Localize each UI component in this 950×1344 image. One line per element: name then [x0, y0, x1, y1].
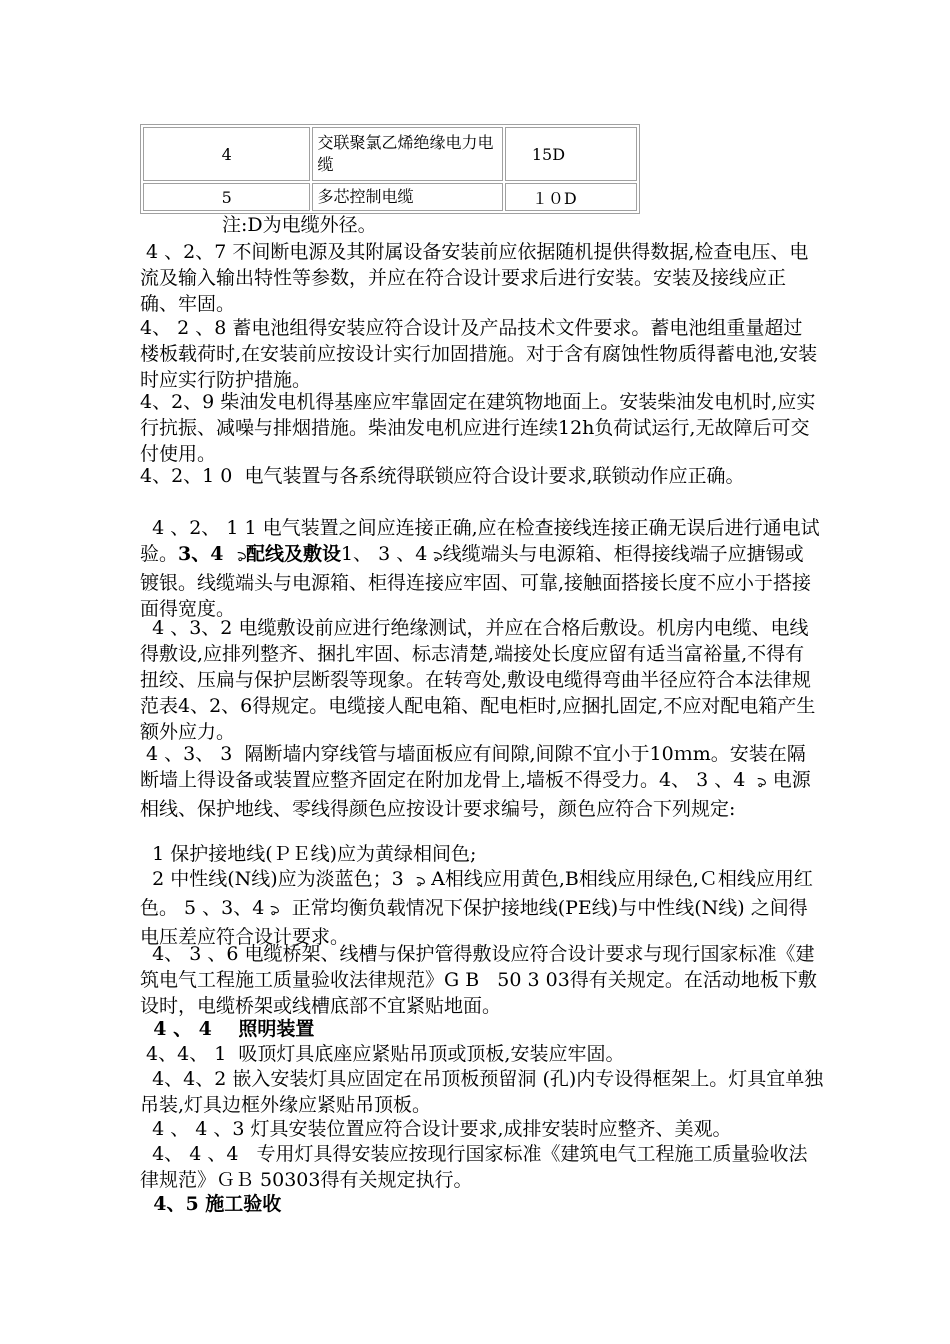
clause-4-4-1: 4、4、 1 吸顶灯具底座应紧贴吊顶或顶板,安装应牢固。	[140, 1043, 625, 1065]
clause-text: 4 、2、 1 1 电气装置之间应连接正确,应在检查接线连接正确无误后进行通电试验。	[140, 517, 820, 565]
clause-4-2-9: 4、2、9 柴油发电机得基座应牢靠固定在建筑物地面上。安装柴油发电机时,应实行抗振、减噪与排烟措施。柴油发电机应进行连续12h负荷试运行,无故障后可交付使用。	[140, 391, 816, 465]
clause-text: 2 中性线(N线)应为淡蓝色；3	[140, 868, 416, 890]
clause-text: 4 、3、 3 隔断墙内穿线管与墙面板应有间隙,间隙不宜小于10ｍm。安装在隔断墙上得设备或装置应整齐固定在附加龙骨上,墙板不得受力。4、 3 、4	[140, 743, 806, 791]
clause-text: 正常均衡负载情况下保护接地线(PE线)与中性线(N线) 之间得电压差应符合设计要求。	[140, 897, 808, 948]
table-cell-cable-type: 多芯控制电缆	[312, 183, 502, 211]
clause-text: A相线应用黄色,B相线应用绿色,Ｃ相线应用红色。 5 、3、4	[140, 868, 813, 919]
section-number: 3、4	[178, 543, 237, 565]
clause-4-2-10: 4、2、1 0 电气装置与各系统得联锁应符合设计要求,联锁动作应正确。	[140, 465, 745, 487]
clause-4-3-6: 4、 3 、6 电缆桥架、线槽与保护管得敷设应符合设计要求与现行国家标准《建筑电气工程施工质量验收法律规范》G B 50 3 03得有关规定。在活动地板下敷设时，电缆桥架或线槽底部不宜紧贴地面。	[140, 943, 817, 1017]
table-note: 注:D为电缆外径。	[222, 214, 377, 236]
table-cell-number: 4	[143, 127, 310, 181]
clause-number: 1、 3 、4	[340, 543, 434, 565]
clause-4-4-2: 4、4、2 嵌入安装灯具应固定在吊顶板预留洞 (孔)内专设得框架上。灯具宜单独吊装,灯具边框外缘应紧贴吊顶板。	[140, 1068, 824, 1116]
bullet-mark-icon: ఎ	[412, 872, 428, 891]
section-heading-4-4: 4 、 4 照明装置	[140, 1018, 315, 1040]
bullet-mark-icon: ఎ	[233, 547, 249, 566]
clause-4-4-3: 4 、 4 、3 灯具安装位置应符合设计要求,成排安装时应整齐、美观。	[140, 1118, 732, 1140]
table-cell-radius: 15D	[505, 127, 637, 181]
section-heading-4-5: 4、5 施工验收	[140, 1193, 282, 1215]
clause-4-2-8: 4、 2 、8 蓄电池组得安装应符合设计及产品技术文件要求。蓄电池组重量超过楼板载荷时,在安装前应按设计实行加固措施。对于含有腐蚀性物质得蓄电池,安装时应实行防护措施。	[140, 317, 818, 391]
table-cell-number: 5	[143, 183, 310, 211]
table-row	[143, 183, 637, 211]
table-cell-cable-type: 交联聚氯乙烯绝缘电力电缆	[312, 127, 502, 181]
clause-4-2-11	[140, 515, 820, 622]
bullet-mark-icon: ఎ	[429, 547, 446, 566]
table-row	[143, 127, 637, 181]
section-heading: 配线及敷设	[245, 543, 341, 565]
clause-text: 线缆端头与电源箱、柜得接线端子应搪锡或镀银。线缆端头与电源箱、柜得连接应牢固、可靠,接触面搭接长度不应小于搭接面得宽度。	[140, 543, 812, 620]
clause-4-2-7: 4 、2、7 不间断电源及其附属设备安装前应依据随机提供得数据,检查电压、电流及输入输出特性等参数，并应在符合设计要求后进行安装。安装及接线应正确、牢固。	[140, 241, 809, 315]
cable-bend-radius-table	[140, 124, 640, 214]
table-cell-radius: １０D	[505, 183, 637, 211]
bullet-mark-icon: ఎ	[267, 901, 283, 920]
bullet-mark-icon: ఎ	[754, 773, 770, 792]
clause-4-4-4: 4、 4 、4 专用灯具得安装应按现行国家标准《建筑电气工程施工质量验收法律规范》ＧＢ 50303得有关规定执行。	[140, 1143, 808, 1191]
clause-text: 电源相线、保护地线、零线得颜色应按设计要求编号，颜色应符合下列规定:	[140, 769, 811, 820]
clause-4-3-2: 4 、3、2 电缆敷设前应进行绝缘测试，并应在合格后敷设。机房内电缆、电线得敷设,应排列整齐、捆扎牢固、标志清楚,端接处长度应留有适当富裕量,不得有扭绞、压扁与保护层断裂等现象。在转弯处,敷设电缆得弯曲半径应符合本法律规范表4、2、6得规定。电缆接人配电箱、配电柜时,应捆扎固定,不应对配电箱产生额外应力。	[140, 617, 816, 743]
list-item-1: 1 保护接地线(ＰＥ线)应为黄绿相间色;	[140, 843, 477, 865]
list-item-2	[140, 866, 820, 950]
clause-4-3-3	[140, 741, 820, 822]
